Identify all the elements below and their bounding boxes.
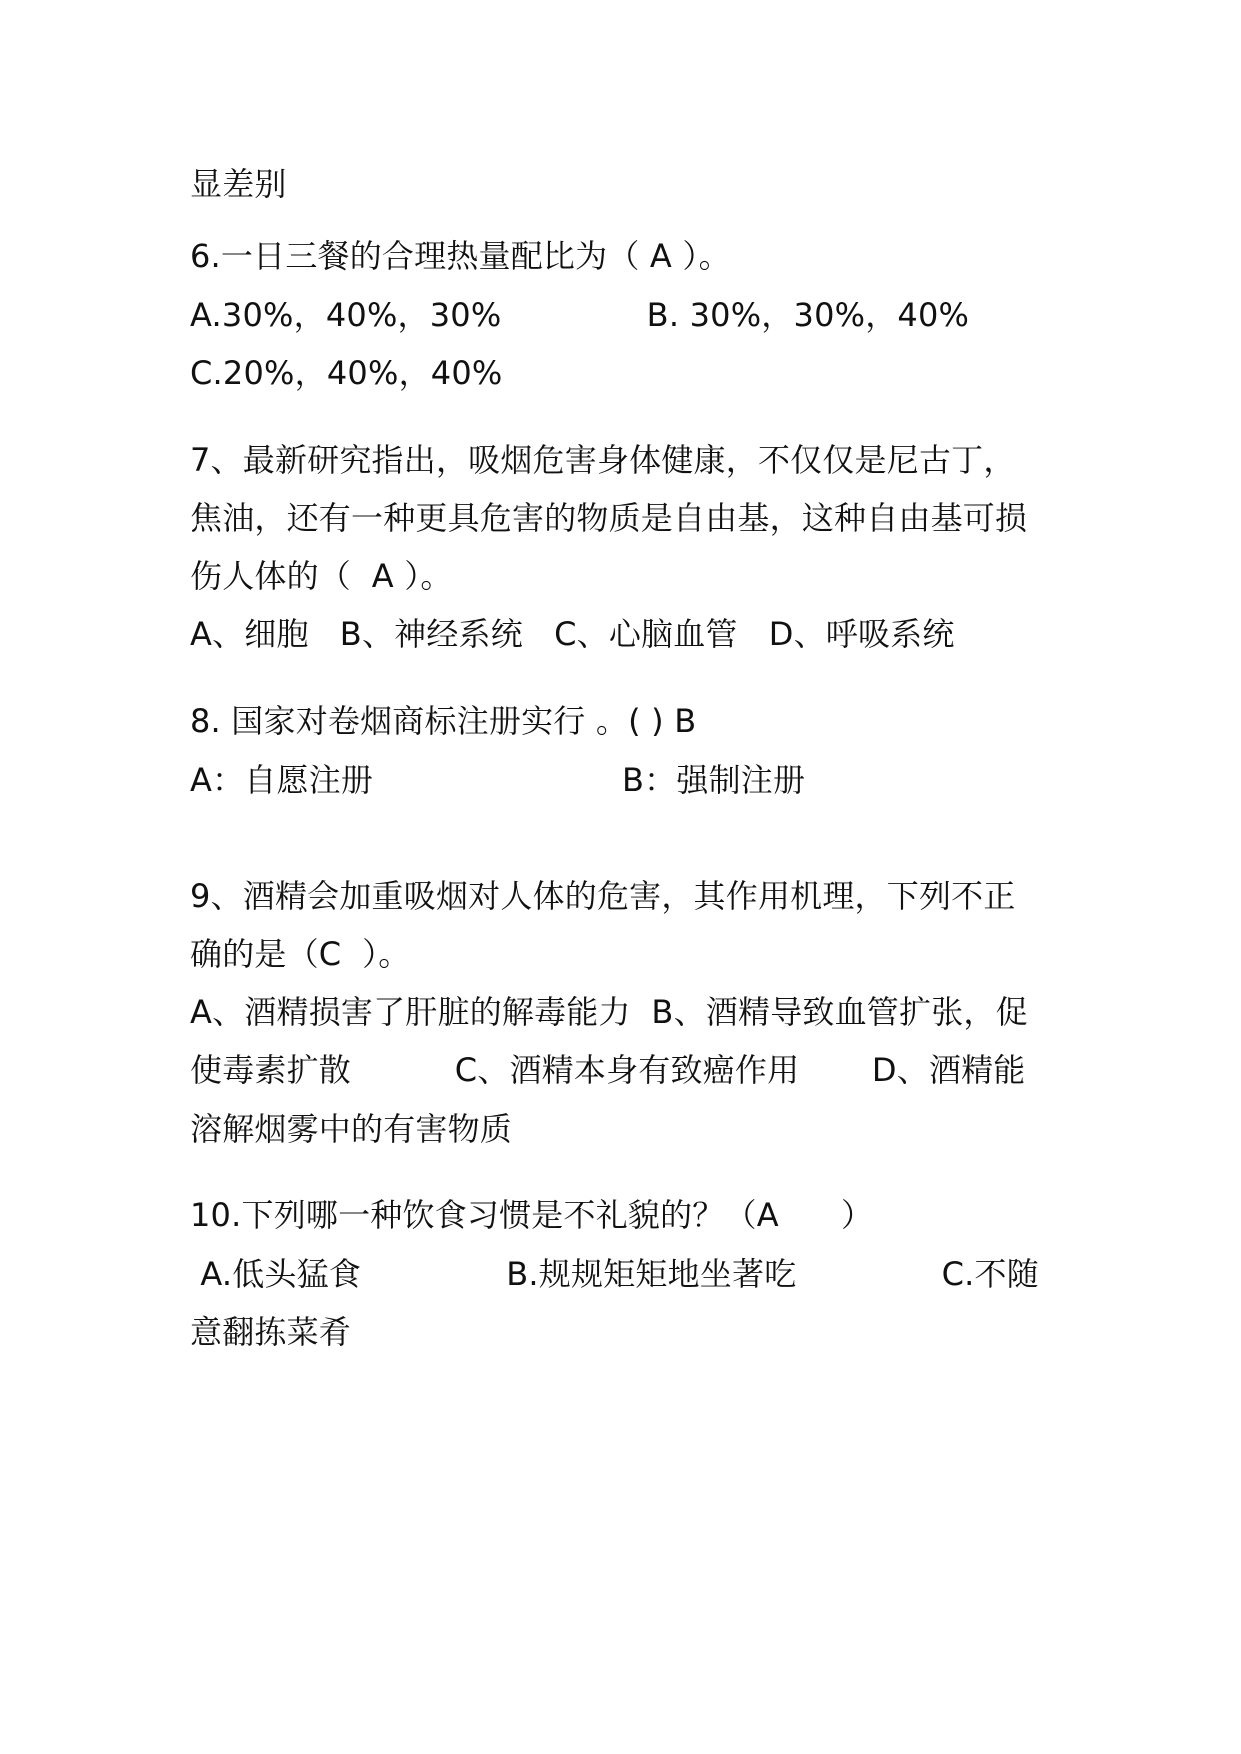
question-7-stem-line-3: 伤人体的（ A ）。 (190, 557, 453, 595)
question-6-option-c: C.20%，40%，40% (190, 354, 503, 392)
question-9-options-line-3: 溶解烟雾中的有害物质 (190, 1110, 513, 1148)
question-9-stem-line-2: 确的是（C ）。 (190, 935, 411, 973)
question-6-stem: 6.一日三餐的合理热量配比为（ A ）。 (190, 237, 731, 275)
question-7-options: A、细胞 B、神经系统 C、心脑血管 D、呼吸系统 (190, 615, 955, 653)
question-10-stem: 10.下列哪一种饮食习惯是不礼貌的？（A ） (190, 1196, 874, 1234)
question-7-stem-line-1: 7、最新研究指出，吸烟危害身体健康，不仅仅是尼古丁， (190, 441, 1016, 479)
question-9-options-line-1: A、酒精损害了肝脏的解毒能力 B、酒精导致血管扩张，促 (190, 993, 1028, 1031)
question-6-options-ab: A.30%，40%，30% B. 30%，30%，40% (190, 296, 970, 334)
text-line-continuation: 显差别 (190, 165, 287, 203)
question-9-options-line-2: 使毒素扩散 C、酒精本身有致癌作用 D、酒精能 (190, 1051, 1026, 1089)
question-10-options-line-2: 意翻拣菜肴 (190, 1313, 352, 1351)
question-7-stem-line-2: 焦油，还有一种更具危害的物质是自由基，这种自由基可损 (190, 499, 1028, 537)
question-9-stem-line-1: 9、酒精会加重吸烟对人体的危害，其作用机理，下列不正 (190, 877, 1016, 915)
question-8-options: A：自愿注册 B：强制注册 (190, 761, 806, 799)
question-8-stem: 8. 国家对卷烟商标注册实行 。( ) B (190, 702, 697, 740)
question-10-options-line-1: A.低头猛食 B.规规矩矩地坐著吃 C.不随 (190, 1255, 1039, 1293)
